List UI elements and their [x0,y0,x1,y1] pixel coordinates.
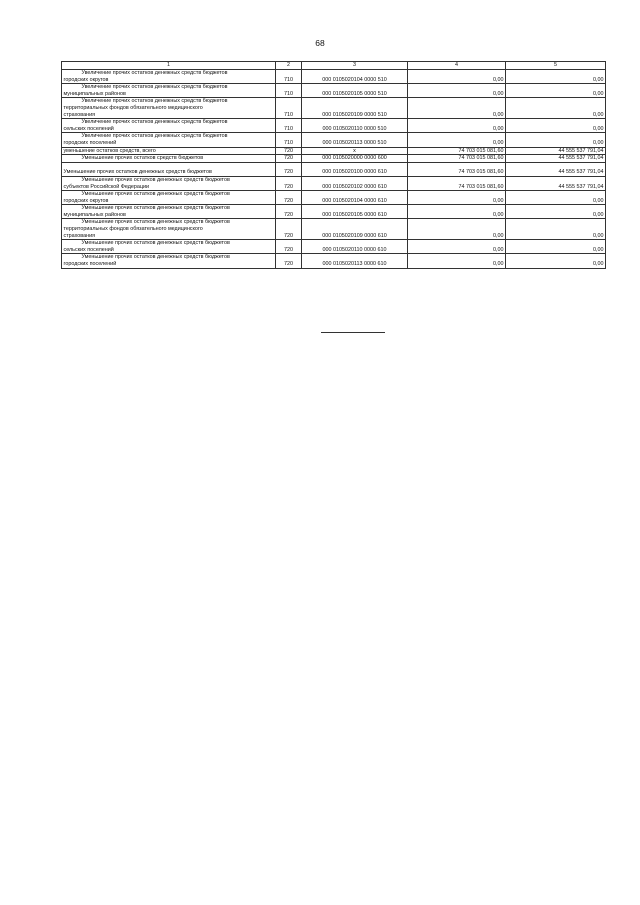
line-code: 710 [276,133,302,147]
amount-approved: 0,00 [408,84,506,98]
amount-executed: 44 555 537 791,04 [506,162,606,176]
line-code: 710 [276,70,302,84]
row-indicator-name [62,162,276,176]
amount-approved: 74 703 015 081,60 [408,176,506,190]
amount-approved: 74 703 015 081,60 [408,147,506,155]
row-indicator-name [62,155,276,163]
row-indicator-name [62,119,276,133]
indicator-name-line: Уменьшение прочих остатков денежных средств бюджетов [81,176,230,183]
line-code: 720 [276,176,302,190]
budget-classification-code: x [302,147,408,155]
table-row [62,240,606,254]
amount-executed: 0,00 [506,191,606,205]
amount-approved: 0,00 [408,205,506,219]
amount-executed: 0,00 [506,205,606,219]
row-indicator-name [62,84,276,98]
indicator-name-line: Уменьшение прочих остатков денежных средств бюджетов [81,191,230,198]
column-header: 1 [62,62,276,70]
amount-executed: 0,00 [506,70,606,84]
indicator-name-line: Уменьшение прочих остатков денежных средств бюджетов [81,219,230,226]
amount-executed: 0,00 [506,98,606,119]
table-row [62,133,606,147]
page-number: 68 [315,38,325,48]
table-row [62,98,606,119]
table-row [62,254,606,268]
table-row [62,191,606,205]
indicator-name-line: городских поселений [63,139,117,146]
amount-approved: 0,00 [408,191,506,205]
table-header-row [62,62,606,70]
indicator-name-line: Увеличение прочих остатков денежных средств бюджетов [81,98,228,105]
budget-classification-code: 000 0105020113 0000 610 [302,254,408,268]
amount-approved: 0,00 [408,240,506,254]
indicator-name-line: муниципальных районов [63,90,126,97]
indicator-name-line: страхования [63,232,96,239]
line-code: 720 [276,162,302,176]
table-row [62,155,606,163]
amount-executed: 0,00 [506,133,606,147]
end-divider [321,332,385,333]
row-indicator-name [62,70,276,84]
indicator-name-line: городских поселений [63,261,117,268]
column-header: 3 [302,62,408,70]
amount-executed: 0,00 [506,254,606,268]
amount-approved: 74 703 015 081,60 [408,155,506,163]
row-indicator-name [62,191,276,205]
amount-executed: 0,00 [506,119,606,133]
indicator-name-line: Увеличение прочих остатков денежных средств бюджетов [81,84,228,91]
indicator-name-line: Увеличение прочих остатков денежных средств бюджетов [81,119,228,126]
indicator-name-line: Уменьшение прочих остатков денежных средств бюджетов [81,254,230,261]
amount-approved: 0,00 [408,219,506,240]
indicator-name-line: территориальных фондов обязательного медицинского [63,226,203,233]
indicator-name-line: Увеличение прочих остатков денежных средств бюджетов [81,133,228,140]
table-row [62,205,606,219]
line-code: 710 [276,84,302,98]
sources-financing-table [61,61,606,269]
table-row [62,176,606,190]
amount-executed: 44 555 537 791,04 [506,176,606,190]
indicator-name-line: Уменьшение прочих остатков средств бюджетов [81,155,204,162]
row-indicator-name [62,133,276,147]
indicator-name-line: страхования [63,111,96,118]
row-indicator-name [62,205,276,219]
row-indicator-name [62,98,276,119]
line-code: 720 [276,191,302,205]
budget-classification-code: 000 0105020102 0000 610 [302,176,408,190]
table-row [62,119,606,133]
budget-classification-code: 000 0105020105 0000 610 [302,205,408,219]
line-code: 720 [276,254,302,268]
amount-approved: 0,00 [408,119,506,133]
indicator-name-line [64,163,274,170]
indicator-name-line: Уменьшение прочих остатков денежных средств бюджетов [81,240,230,247]
indicator-name-line: Уменьшение прочих остатков денежных средств бюджетов [63,169,212,176]
row-indicator-name [62,240,276,254]
amount-executed: 0,00 [506,84,606,98]
table-row [62,162,606,176]
row-indicator-name [62,219,276,240]
amount-approved: 0,00 [408,254,506,268]
amount-approved: 0,00 [408,98,506,119]
line-code: 710 [276,119,302,133]
budget-classification-code: 000 0105020105 0000 510 [302,84,408,98]
indicator-name-line: уменьшение остатков средств, всего [63,147,156,154]
line-code: 710 [276,98,302,119]
line-code: 720 [276,205,302,219]
indicator-name-line: субъектов Российской Федерации [63,183,150,190]
table-row [62,84,606,98]
line-code: 720 [276,240,302,254]
column-header: 4 [408,62,506,70]
amount-executed: 0,00 [506,219,606,240]
line-code: 720 [276,147,302,155]
budget-classification-code: 000 0105020109 0000 510 [302,98,408,119]
amount-approved: 0,00 [408,133,506,147]
budget-classification-code: 000 0105020109 0000 610 [302,219,408,240]
column-header: 5 [506,62,606,70]
line-code: 720 [276,219,302,240]
line-code: 720 [276,155,302,163]
budget-classification-code: 000 0105020100 0000 610 [302,162,408,176]
budget-classification-code: 000 0105020000 0000 600 [302,155,408,163]
amount-executed: 44 555 537 791,04 [506,147,606,155]
indicator-name-line: городских округов [63,197,109,204]
budget-classification-code: 000 0105020104 0000 510 [302,70,408,84]
table-row [62,147,606,155]
table-body [62,70,606,269]
table-row [62,70,606,84]
indicator-name-line: Увеличение прочих остатков денежных средств бюджетов [81,70,228,76]
budget-classification-code: 000 0105020110 0000 510 [302,119,408,133]
budget-classification-code: 000 0105020104 0000 610 [302,191,408,205]
amount-executed: 0,00 [506,240,606,254]
indicator-name-line: городских округов [63,76,109,83]
indicator-name-line: территориальных фондов обязательного медицинского [63,104,203,111]
row-indicator-name [62,254,276,268]
indicator-name-line: Уменьшение прочих остатков денежных средств бюджетов [81,205,230,212]
budget-classification-code: 000 0105020110 0000 610 [302,240,408,254]
column-header: 2 [276,62,302,70]
indicator-name-line: муниципальных районов [63,211,126,218]
table-row [62,219,606,240]
row-indicator-name [62,147,276,155]
indicator-name-line: сельских поселений [63,246,114,253]
indicator-name-line: сельских поселений [63,125,114,132]
amount-approved: 74 703 015 081,60 [408,162,506,176]
row-indicator-name [62,176,276,190]
budget-classification-code: 000 0105020113 0000 510 [302,133,408,147]
amount-approved: 0,00 [408,70,506,84]
amount-executed: 44 555 537 791,04 [506,155,606,163]
